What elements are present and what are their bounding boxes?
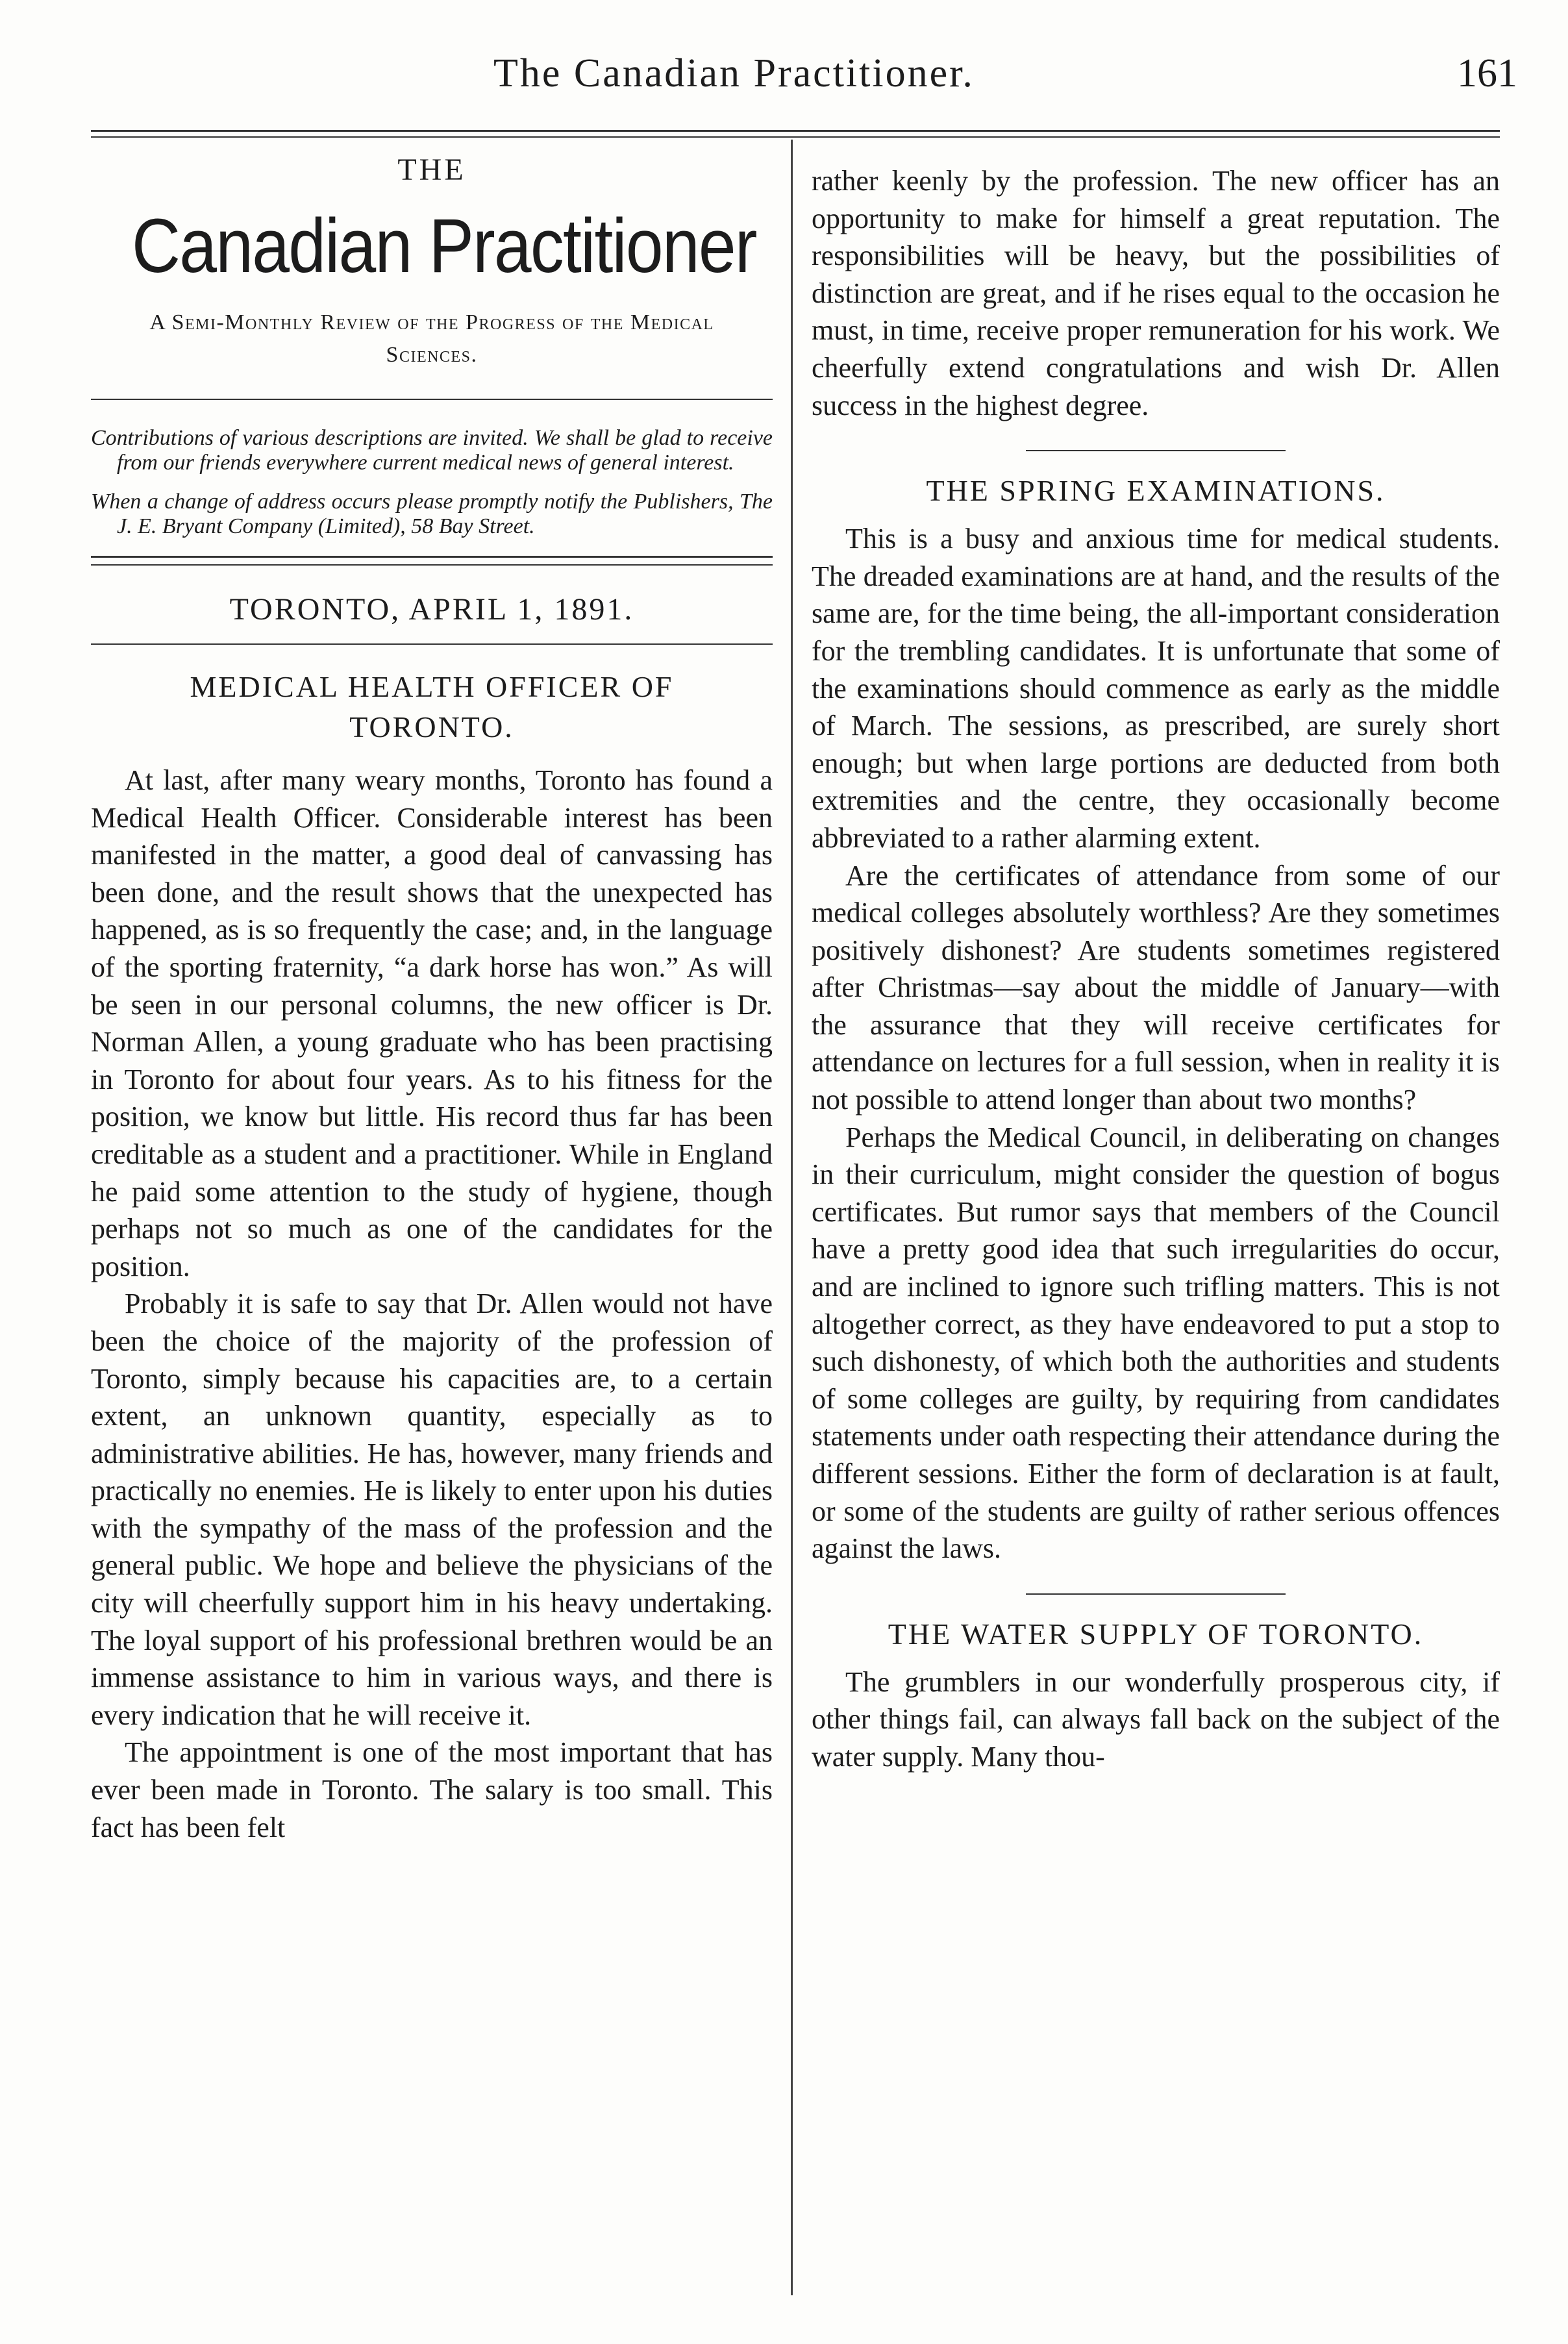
article-paragraph: The grumblers in our wonderfully prosperous city, if other things fail, can always fall back on the subject of the water supply. Many thou- [812, 1665, 1500, 1773]
column-divider [791, 140, 793, 2295]
section-divider [1026, 1593, 1286, 1595]
article-heading-water-supply: THE WATER SUPPLY OF TORONTO. [888, 1617, 1424, 1651]
article-paragraph: Are the certificates of attendance from some of our medical colleges absolutely worthless? Are they sometimes positively dishonest? Are students sometimes registered after Christmas—say about the middle of January—with the assurance that they will receive certificates for attendance on lectures for a full session, when in reality it is not possible to attend longer than about two months? [812, 859, 1500, 1116]
left-column [91, 143, 773, 1846]
article-heading-medical-health-officer: MEDICAL HEALTH OFFICER OF TORONTO. [190, 670, 674, 743]
article-paragraph: Probably it is safe to say that Dr. Allen would not have been the choice of the majority of the profession of Toronto, simply because his capacities are, to a certain extent, an unknown quantity, especially as to administrative abilities. He has, however, many friends and practically no enemies. He is likely to enter upon his duties with the sympathy of the mass of the profession and the general public. We hope and believe the physicians of the city will cheerfully support him in his heavy undertaking. The loyal support of his professional brethren would be an immense assistance to him in various ways, and there is every indication that he will receive it. [91, 1288, 773, 1731]
article-paragraph-continued: rather keenly by the profession. The new officer has an opportunity to make for himself a great reputation. The responsibilities will be heavy, but the possibilities of distinction are great, and if he rises equal to the occasion he must, in time, receive proper remuneration for his work. We cheerfully extend congratulations and wish Dr. Allen success in the highest degree. [812, 165, 1500, 421]
masthead-title: Canadian Practitioner [132, 203, 756, 289]
header-rule-top [91, 130, 1500, 132]
article-paragraph: The appointment is one of the most important that has ever been made in Toronto. The salary is too small. This fact has been felt [91, 1736, 773, 1843]
header-rule-bottom [91, 136, 1500, 138]
contributions-notice: Contributions of various descriptions are invited. We shall be glad to receive from our friends everywhere current medical news of general interest. [91, 426, 773, 475]
masthead-subtitle: A Semi-Monthly Review of the Progress of the Medical Sciences. [149, 310, 714, 367]
article-paragraph: Perhaps the Medical Council, in deliberating on changes in their curriculum, might consider the question of bogus certificates. But rumor says that members of the Council have a pretty good idea that such irregularities do occur, and are inclined to ignore such trifling matters. This is not altogether correct, as they have endeavored to put a stop to such dishonesty, of which both the authorities and students of some colleges are guilty, by requiring from candidates statements under oath respecting their attendance during the different sessions. Either the form of declaration is at fault, or some of the students are guilty of rather serious offences against the laws. [812, 1121, 1500, 1565]
dateline-rule [91, 643, 773, 645]
address-notice: When a change of address occurs please promptly notify the Publishers, The J. E. Bryant Company (Limited), 58 Bay Street. [91, 490, 773, 538]
page-number: 161 [1457, 51, 1517, 95]
notice-rule [91, 556, 773, 566]
article-heading-spring-examinations: THE SPRING EXAMINATIONS. [926, 474, 1386, 508]
article-paragraph: At last, after many weary months, Toronto has found a Medical Health Officer. Considerable interest has been manifested in the matter, a good deal of canvassing has been done, and the result shows that the unexpected has happened, as is so frequently the case; and, in the language of the sporting fraternity, “a dark horse has won.” As will be seen in our personal columns, the new officer is Dr. Norman Allen, a young graduate who has been practising in Toronto for about four years. As to his fitness for the position, we know but little. His record thus far has been creditable as a student and a practitioner. While in England he paid some attention to the study of hygiene, though perhaps not so much as one of the candidates for the position. [91, 764, 773, 1282]
masthead-rule [91, 399, 773, 400]
right-column [812, 143, 1500, 1776]
running-head [0, 51, 1568, 109]
running-head-title: The Canadian Practitioner. [493, 51, 975, 95]
masthead-the: THE [397, 153, 466, 187]
dateline: TORONTO, APRIL 1, 1891. [229, 592, 634, 627]
section-divider [1026, 450, 1286, 451]
article-paragraph: This is a busy and anxious time for medical students. The dreaded examinations are at hand, and the results of the same are, for the time being, the all-important consideration for the trembling candidates. It is unfortunate that some of the examinations should commence as early as the middle of March. The sessions, as prescribed, are surely short enough; but when large portions are deducted from both extremities and the centre, they occasionally become abbreviated to a rather alarming extent. [812, 523, 1500, 854]
